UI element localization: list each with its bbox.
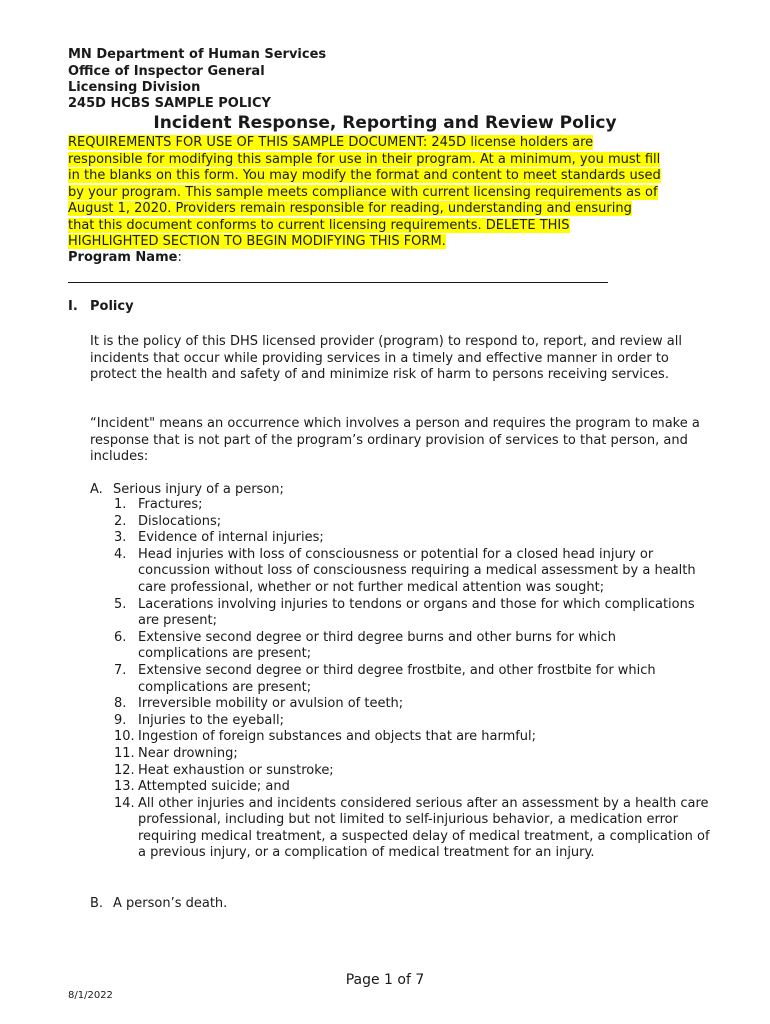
item-text: Injuries to the eyeball; (138, 712, 284, 728)
highlighted-text: REQUIREMENTS FOR USE OF THIS SAMPLE DOCUMENT: 245D license holders are (68, 135, 594, 150)
list-item (114, 746, 710, 763)
item-number: 13. (114, 779, 135, 795)
item-number: 7. (114, 662, 127, 678)
program-name-row: Program Name: (68, 250, 182, 265)
footer-date: 8/1/2022 (68, 990, 113, 1001)
header-division: Licensing Division (68, 80, 201, 95)
header-office: Office of Inspector General (68, 64, 265, 79)
document-title: Incident Response, Reporting and Review Policy (153, 113, 617, 133)
item-number: 8. (114, 696, 127, 712)
injury-list (114, 497, 710, 862)
item-text: Lacerations involving injuries to tendons or organs and those for which complications are present; (138, 596, 695, 629)
item-text: Extensive second degree or third degree burns and other burns for which complications are present; (138, 629, 616, 662)
program-name-blank-line (68, 282, 608, 283)
item-number: 2. (114, 513, 127, 529)
highlighted-text: that this document conforms to current licensing requirements. DELETE THIS (68, 217, 570, 233)
item-number: 14. (114, 795, 135, 811)
item-text: Evidence of internal injuries; (138, 530, 324, 546)
highlighted-text: HIGHLIGHTED SECTION TO BEGIN MODIFYING THIS FORM. (68, 234, 446, 249)
list-item (114, 796, 710, 862)
item-text: Heat exhaustion or sunstroke; (138, 762, 334, 778)
list-item (114, 713, 710, 730)
section-title: Policy (90, 299, 134, 314)
item-number: 9. (114, 712, 127, 728)
highlighted-text: August 1, 2020. Providers remain responsible for reading, understanding and ensuring (68, 201, 632, 216)
item-number: 5. (114, 596, 127, 612)
program-name-label: Program Name (68, 250, 178, 265)
highlighted-text: responsible for modifying this sample for use in their program. At a minimum, you must fill (68, 151, 661, 167)
item-number: 1. (114, 497, 127, 512)
header-department: MN Department of Human Services (68, 47, 327, 62)
list-item (114, 514, 710, 531)
item-number: 12. (114, 762, 135, 778)
item-text: Extensive second degree or third degree frostbite, and other frostbite for which complications are present; (138, 662, 656, 695)
list-item (114, 779, 710, 796)
list-item (114, 597, 710, 630)
requirements-line (68, 201, 632, 218)
item-text: Attempted suicide; and (138, 779, 290, 795)
incident-definition-paragraph: “Incident" means an occurrence which involves a person and requires the program to make a response that is not part of the program’s ordinary provision of services to that person, and includes: (90, 416, 700, 465)
list-item (114, 547, 710, 597)
list-item (114, 763, 710, 780)
requirements-line (68, 135, 593, 152)
section-heading (68, 299, 134, 315)
item-text: Near drowning; (138, 745, 238, 761)
list-item-label: B. (90, 896, 104, 911)
highlighted-text: in the blanks on this form. You may modify the format and content to meet standards used (68, 168, 661, 183)
item-number: 10. (114, 729, 135, 745)
item-number: 3. (114, 530, 127, 546)
page-number: Page 1 of 7 (345, 972, 425, 988)
list-item (114, 663, 710, 696)
highlighted-text: by your program. This sample meets compliance with current licensing requirements as of (68, 184, 658, 200)
requirements-line (68, 218, 570, 235)
list-item-label: A. (90, 482, 103, 497)
item-text: Fractures; (138, 497, 203, 512)
list-item-text: Serious injury of a person; (113, 482, 284, 497)
item-number: 6. (114, 629, 127, 645)
item-number: 4. (114, 546, 127, 562)
list-item (114, 497, 710, 514)
list-item-b (90, 896, 227, 913)
requirements-line (68, 234, 446, 251)
header-policy-type: 245D HCBS SAMPLE POLICY (68, 96, 271, 111)
list-item (114, 729, 710, 746)
requirements-line (68, 168, 661, 185)
list-item (114, 696, 710, 713)
item-text: Irreversible mobility or avulsion of teeth; (138, 696, 404, 712)
list-item-text: A person’s death. (113, 896, 228, 911)
policy-paragraph: It is the policy of this DHS licensed provider (program) to respond to, report, and review all incidents that occur while providing services in a timely and effective manner in order to protect the health and safety of and minimize risk of harm to persons receiving services. (90, 334, 682, 383)
list-item (114, 630, 710, 663)
item-text: Dislocations; (138, 513, 222, 529)
item-text: Ingestion of foreign substances and objects that are harmful; (138, 729, 537, 745)
requirements-line (68, 185, 658, 202)
requirements-line (68, 152, 660, 169)
section-number: I. (68, 299, 78, 314)
item-text: Head injuries with loss of consciousness or potential for a closed head injury or concussion without loss of consciousness requiring a medical assessment by a health care professional, whether or not further medical attention was sought; (138, 546, 696, 595)
item-number: 11. (114, 745, 135, 761)
list-item (114, 530, 710, 547)
item-text: All other injuries and incidents considered serious after an assessment by a health care professional, including but not limited to self-injurious behavior, a medication error requiring medical treatment, a suspected delay of medical treatment, a complication of a previous injury, or a complication of medical treatment for an injury. (138, 795, 710, 861)
